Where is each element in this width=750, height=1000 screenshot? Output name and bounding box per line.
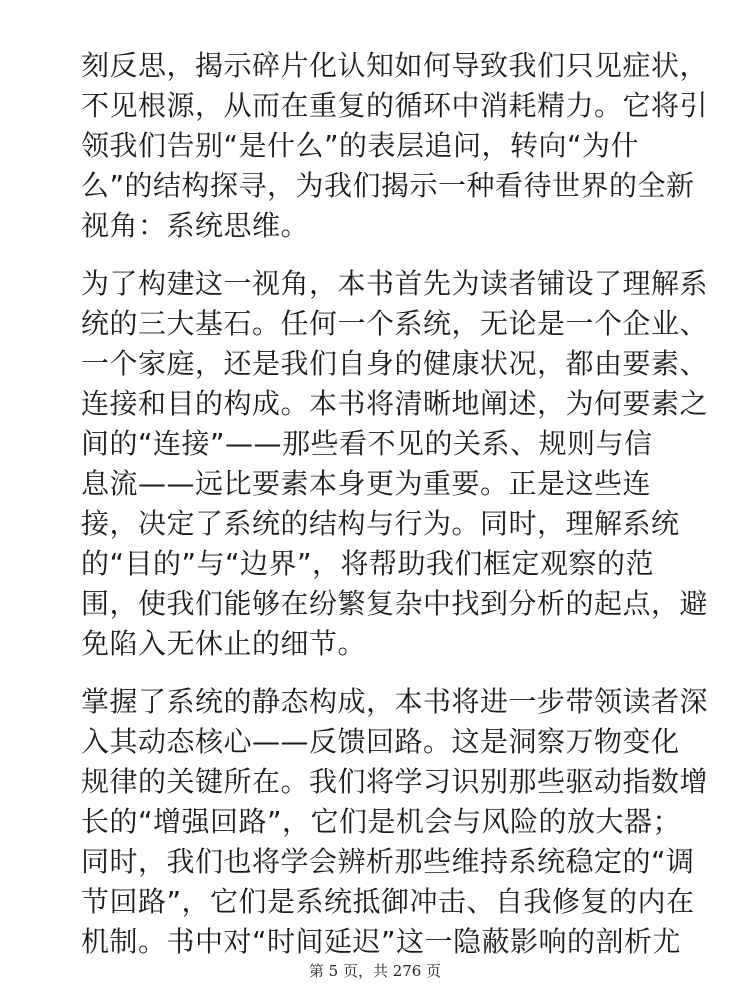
page-number-footer: 第 5 页，共 276 页 (308, 962, 442, 980)
paragraph-3 (81, 682, 709, 962)
text-line: 领我们告别“是什么”的表层追问，转向“为什 (81, 129, 640, 162)
paragraph-1 (81, 46, 709, 246)
text-line: 节回路”，它们是系统抵御冲击、自我修复的内在 (81, 885, 695, 918)
text-line: 息流——远比要素本身更为重要。正是这些连 (81, 467, 652, 500)
text-line: 机制。书中对“时间延迟”这一隐蔽影响的剖析尤 (81, 925, 682, 958)
body-text (81, 46, 709, 962)
text-line: 免陷入无休止的细节。 (81, 627, 367, 660)
text-line: 一个家庭，还是我们自身的健康状况，都由要素、 (81, 347, 709, 380)
text-line: 不见根源，从而在重复的循环中消耗精力。它将引 (81, 89, 709, 122)
text-line: 长的“增强回路”，它们是机会与风险的放大器； (81, 805, 682, 838)
text-line: 规律的关键所在。我们将学习识别那些驱动指数增 (81, 765, 709, 798)
text-line: 统的三大基石。任何一个系统，无论是一个企业、 (81, 307, 709, 340)
text-line: 间的“连接”——那些看不见的关系、规则与信 (81, 427, 653, 460)
text-line: 视角：系统思维。 (81, 209, 310, 242)
paragraph-gap (81, 664, 673, 682)
text-line: 么”的结构探寻，为我们揭示一种看待世界的全新 (81, 169, 695, 202)
text-line: 围，使我们能够在纷繁复杂中找到分析的起点，避 (81, 587, 709, 620)
paragraph-gap (81, 246, 673, 264)
text-line: 为了构建这一视角，本书首先为读者铺设了理解系 (81, 267, 709, 300)
text-line: 入其动态核心——反馈回路。这是洞察万物变化 (81, 725, 680, 758)
text-line: 接，决定了系统的结构与行为。同时，理解系统 (81, 507, 680, 540)
text-line: 的“目的”与“边界”，将帮助我们框定观察的范 (81, 547, 655, 580)
text-line: 连接和目的构成。本书将清晰地阐述，为何要素之 (81, 387, 709, 420)
text-line: 掌握了系统的静态构成，本书将进一步带领读者深 (81, 685, 709, 718)
text-line: 刻反思，揭示碎片化认知如何导致我们只见症状， (81, 49, 709, 82)
paragraph-2 (81, 264, 709, 664)
text-line: 同时，我们也将学会辨析那些维持系统稳定的“调 (81, 845, 695, 878)
